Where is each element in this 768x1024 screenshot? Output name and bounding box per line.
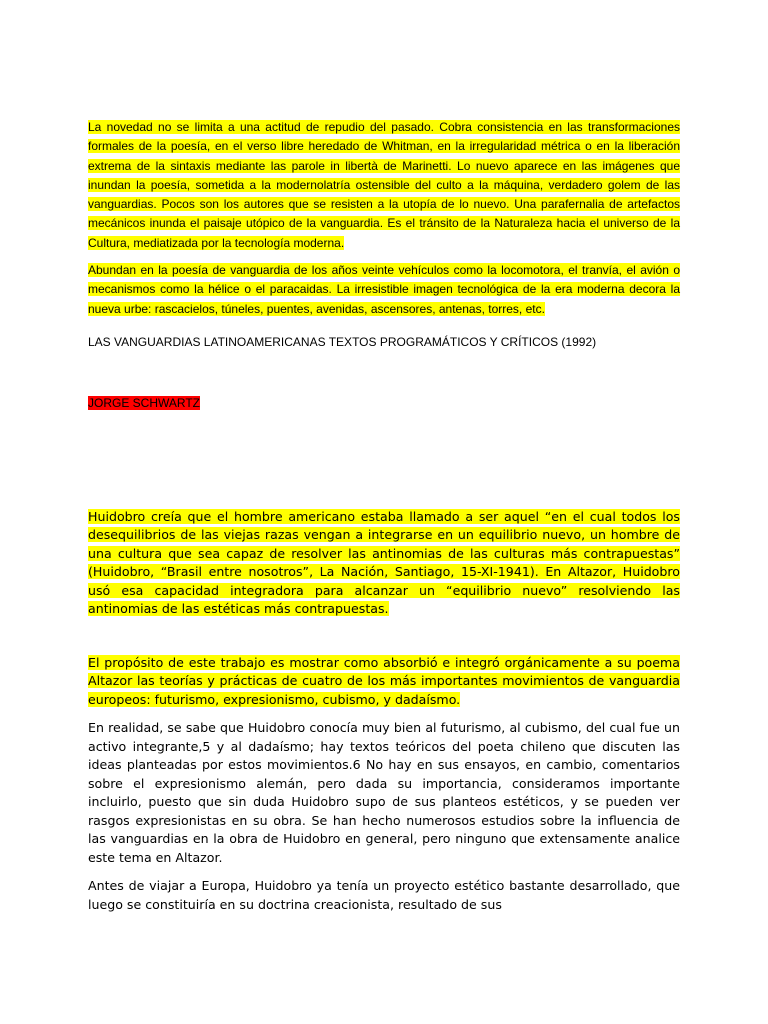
paragraph-antes-de-viajar: Antes de viajar a Europa, Huidobro ya tenía un proyecto estético bastante desarrollado, que luego se constituiría en su doctrina creacionista, resultado de sus — [88, 878, 680, 912]
highlighted-text: La novedad no se limita a una actitud de repudio del pasado. Cobra consistencia en las transformaciones formales de la poesía, en el verso libre heredado de Whitman, en la irregularidad métrica o en la liberación extrema de la sintaxis mediante las parole in libertà de Marinetti. Lo nuevo aparece en las imágenes que inundan la poesía, sometida a la modernolatría ostensible del culto a la máquina, verdadero golem de las vanguardias. Pocos son los autores que se resisten a la utopía de lo nuevo. Una parafernalia de artefactos mecánicos inunda el paisaje utópico de la vanguardia. Es el tránsito de la Naturaleza hacia el universo de la Cultura, mediatizada por la tecnología moderna. — [88, 120, 680, 250]
paragraph-huidobro-creia — [88, 508, 680, 619]
highlighted-text: El propósito de este trabajo es mostrar como absorbió e integró orgánicamente a su poema Altazor las teorías y prácticas de cuatro de los más importantes movimientos de vanguardia europeos: futurismo, expresionismo, cubismo, y dadaísmo. — [88, 654, 680, 707]
source-title: LAS VANGUARDIAS LATINOAMERICANAS TEXTOS PROGRAMÁTICOS Y CRÍTICOS (1992) — [88, 334, 597, 349]
paragraph-en-realidad: En realidad, se sabe que Huidobro conocía muy bien al futurismo, al cubismo, del cual fue un activo integrante,5 y al dadaísmo; hay textos teóricos del poeta chileno que discuten las ideas planteadas por estos movimientos.6 No hay en sus ensayos, en cambio, comentarios sobre el expresionismo alemán, pero dada su importancia, consideramos importante incluirlo, puesto que sin duda Huidobro supo de sus planteos estéticos, y se pueden ver rasgos expresionistas en su obra. Se han hecho numerosos estudios sobre la influencia de las vanguardias en la obra de Huidobro en general, pero ninguno que extensamente analice este tema en Altazor. — [88, 720, 680, 865]
paragraph-novedad — [88, 118, 680, 253]
document-page — [88, 118, 680, 914]
paragraph-abundan — [88, 261, 680, 319]
highlighted-text: Abundan en la poesía de vanguardia de los años veinte vehículos como la locomotora, el tranvía, el avión o mecanismos como la hélice o el paracaidas. La irresistible imagen tecnológica de la era moderna decora la nueva urbe: rascacielos, túneles, puentes, avenidas, ascensores, antenas, torres, etc. — [88, 263, 680, 316]
author-highlight: JORGE SCHWARTZ — [88, 395, 201, 410]
author-name — [88, 394, 680, 412]
paragraph-proposito — [88, 654, 680, 710]
highlighted-text: Huidobro creía que el hombre americano estaba llamado a ser aquel “en el cual todos los desequilibrios de las viejas razas vengan a integrarse en un equilibrio nuevo, un hombre de una cultura que sea capaz de resolver las antinomias de las culturas más contrapuestas” (Huidobro, “Brasil entre nosotros”, La Nación, Santiago, 15-XI-1941). En Altazor, Huidobro usó esa capacidad integradora para alcanzar un “equilibrio nuevo” resolviendo las antinomias de las estéticas más contrapuestas. — [88, 508, 680, 617]
